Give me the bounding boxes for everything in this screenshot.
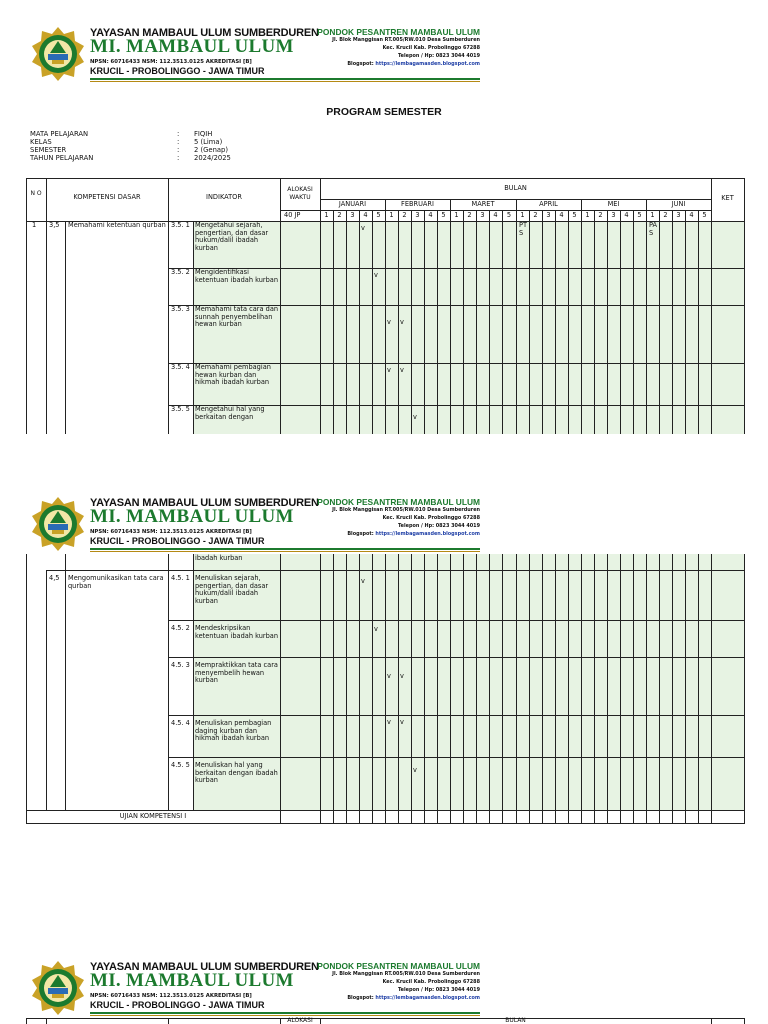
check-mark: v	[361, 577, 365, 585]
address-line-1: Jl. Blok Manggisan RT.005/RW.010 Desa Sumberduren	[332, 507, 480, 513]
kd-text: Memahami ketentuan qurban	[68, 221, 166, 229]
grid-line	[744, 554, 745, 824]
indicator-number: 4.5. 3	[171, 661, 190, 669]
grid-line	[672, 554, 673, 824]
school-name: MI. MAMBAUL ULUM	[90, 970, 294, 991]
week-number: 1	[520, 211, 525, 219]
grid-line	[711, 363, 744, 364]
week-number: 3	[350, 211, 355, 219]
grid-line	[581, 554, 582, 824]
address-line-1: Jl. Blok Manggisan RT.005/RW.010 Desa Sumberduren	[332, 971, 480, 977]
week-number: 3	[676, 211, 681, 219]
grid-line	[424, 210, 425, 434]
grid-line	[26, 810, 744, 811]
grid-line	[659, 554, 660, 824]
grid-line	[529, 210, 530, 434]
address-line-2: Kec. Krucil Kab. Probolinggo 67288	[382, 45, 480, 51]
kd-number: 4,5	[49, 574, 60, 582]
school-ids: NPSN: 60716433 NSM: 112.3513.0125 AKREDITASI [B]	[90, 993, 252, 999]
grid-line	[476, 554, 477, 824]
week-number: 1	[389, 211, 394, 219]
check-mark: v	[413, 413, 417, 421]
grid-line	[685, 554, 686, 824]
month-mei: MEI	[607, 200, 620, 208]
month-juni: JUNI	[671, 200, 686, 208]
week-number: 2	[533, 211, 538, 219]
foundation-name: YAYASAN MAMBAUL ULUM SUMBERDUREN	[90, 961, 319, 973]
grid-line	[372, 210, 373, 434]
check-mark: v	[361, 224, 365, 232]
grid-line	[711, 620, 744, 621]
grid-line	[46, 1018, 47, 1024]
month-april: APRIL	[539, 200, 558, 208]
phone: Telepon / Hp: 0823 3044 4019	[397, 987, 480, 993]
check-mark: v	[374, 625, 378, 633]
grid-line	[685, 210, 686, 434]
week-number: 5	[637, 211, 642, 219]
indicator-number: 3.5. 1	[171, 221, 190, 229]
week-number: 4	[624, 211, 629, 219]
blog-label: Blogspot:	[347, 995, 374, 1001]
school-location: KRUCIL - PROBOLINGGO - JAWA TIMUR	[90, 66, 265, 76]
foundation-name: YAYASAN MAMBAUL ULUM SUMBERDUREN	[90, 497, 319, 509]
blog-link[interactable]: https://lembagamasden.blogspot.com	[375, 995, 480, 1001]
grid-line	[476, 210, 477, 434]
check-mark: v	[387, 318, 391, 326]
grid-line	[46, 570, 47, 810]
grid-line	[620, 210, 621, 434]
grid-line	[320, 554, 321, 810]
grid-line	[646, 554, 647, 824]
grid-line	[168, 757, 711, 758]
pesantren-name: PONDOK PESANTREN MAMBAUL ULUM	[317, 27, 480, 37]
grid-line	[26, 1018, 27, 1024]
grid-line	[26, 178, 744, 179]
grid-line	[333, 554, 334, 824]
grid-line	[711, 757, 744, 758]
pesantren-name: PONDOK PESANTREN MAMBAUL ULUM	[317, 497, 480, 507]
week-number: 5	[506, 211, 512, 219]
indicator-text: Memahami tata cara dan sunnah penyembelihan hewan kurban	[195, 305, 279, 329]
grid-line	[542, 554, 543, 824]
grid-line	[529, 554, 530, 824]
grid-line	[555, 554, 556, 824]
grid-line	[26, 178, 27, 434]
document-title: PROGRAM SEMESTER	[326, 106, 442, 118]
blog-label: Blogspot:	[347, 61, 374, 67]
address-line-2: Kec. Krucil Kab. Probolinggo 67288	[382, 515, 480, 521]
week-number: 5	[572, 211, 577, 219]
week-number: 3	[546, 211, 551, 219]
grid-line	[280, 810, 281, 824]
grid-line	[168, 620, 711, 621]
grid-line	[359, 210, 360, 434]
grid-line	[607, 210, 608, 434]
shaded-cell	[711, 554, 744, 810]
kd-text: Mengomunikasikan tata cara qurban	[68, 574, 164, 590]
week-number: 1	[454, 211, 459, 219]
grid-line	[463, 210, 464, 434]
school-name: MI. MAMBAUL ULUM	[90, 506, 294, 527]
grid-line	[168, 554, 169, 810]
grid-line	[542, 210, 543, 434]
grid-line	[620, 554, 621, 824]
grid-line	[489, 554, 490, 824]
grid-line	[450, 210, 451, 434]
week-number: 3	[415, 211, 420, 219]
grid-line	[437, 210, 438, 434]
indicator-number: 3.5. 3	[171, 305, 190, 313]
row-number: 1	[32, 221, 37, 229]
grid-line	[372, 554, 373, 824]
indicator-text: Mengidentifikasi ketentuan ibadah kurban	[195, 268, 279, 284]
indicator-number: 4.5. 2	[171, 624, 190, 632]
indicator-text: Mengetahui sejarah, pengertian, dan dasar hukum/dalil ibadah kurban	[195, 221, 269, 252]
grid-line	[711, 1018, 712, 1024]
grid-line	[502, 554, 503, 824]
grid-line	[744, 178, 745, 434]
phone: Telepon / Hp: 0823 3044 4019	[397, 523, 480, 529]
school-ids: NPSN: 60716433 NSM: 112.3513.0125 AKREDITASI [B]	[90, 59, 252, 65]
grid-line	[594, 554, 595, 824]
grid-line	[489, 210, 490, 434]
indicator-text: Menuliskan hal yang berkaitan dengan ibadah kurban	[195, 761, 278, 785]
grid-line	[711, 268, 744, 269]
week-number: 2	[598, 211, 603, 219]
col-alokasi-header: ALOKASI	[287, 1017, 313, 1024]
month-januari: JANUARI	[338, 200, 367, 208]
month-maret: MARET	[471, 200, 495, 208]
grid-line	[698, 554, 699, 824]
indicator-text: Menuliskan sejarah, pengertian, dan dasar hukum/dalil ibadah kurban	[195, 574, 269, 605]
col-alokasi-header: ALOKASI WAKTU	[287, 186, 313, 201]
indicator-number: 4.5. 4	[171, 719, 190, 727]
week-number: 2	[337, 211, 342, 219]
grid-line	[568, 554, 569, 824]
grid-line	[333, 210, 334, 434]
indicator-text: Mempraktikkan tata cara menyembelih hewan kurban	[195, 661, 278, 685]
grid-line	[359, 554, 360, 824]
grid-line	[320, 810, 321, 824]
grid-line	[26, 823, 744, 824]
blog-link[interactable]: https://lembagamasden.blogspot.com	[375, 61, 480, 67]
check-mark: v	[387, 672, 391, 680]
check-mark: v	[400, 672, 404, 680]
blog-label: Blogspot:	[347, 531, 374, 537]
shaded-cell	[711, 221, 744, 434]
grid-line	[168, 178, 169, 434]
week-number: 4	[689, 211, 694, 219]
grid-line	[555, 210, 556, 434]
grid-line	[633, 554, 634, 824]
grid-line	[168, 657, 711, 658]
grid-line	[280, 178, 281, 434]
grid-line	[711, 405, 744, 406]
week-number: 4	[428, 211, 433, 219]
week-number: 3	[480, 211, 485, 219]
indicator-text: Menuliskan pembagian daging kurban dan hikmah ibadah kurban	[195, 719, 272, 743]
grid-line	[594, 210, 595, 434]
grid-line	[168, 715, 711, 716]
pts-mark: PT S	[519, 221, 528, 237]
grid-line	[463, 554, 464, 824]
indicator-text: Mengetahui hal yang berkaitan dengan	[195, 405, 265, 421]
check-mark: v	[400, 718, 404, 726]
check-mark: v	[387, 366, 391, 374]
grid-line	[346, 210, 347, 434]
check-mark: v	[400, 366, 404, 374]
grid-line	[280, 554, 281, 810]
check-mark: v	[413, 766, 417, 774]
week-number: 1	[650, 211, 655, 219]
grid-line	[568, 210, 569, 434]
grid-line	[385, 554, 386, 824]
grid-line	[516, 210, 517, 434]
grid-line	[168, 1018, 169, 1024]
grid-line	[633, 210, 634, 434]
grid-line	[450, 554, 451, 824]
week-number: 2	[663, 211, 668, 219]
col-no-header: N O	[30, 190, 42, 197]
indicator-number: 4.5. 1	[171, 574, 190, 582]
week-number: 2	[402, 211, 407, 219]
week-number: 1	[585, 211, 590, 219]
grid-line	[346, 554, 347, 824]
grid-line	[65, 554, 66, 810]
grid-line	[46, 570, 744, 571]
grid-line	[581, 210, 582, 434]
month-februari: FEBRUARI	[401, 200, 434, 208]
week-number: 1	[324, 211, 329, 219]
grid-line	[711, 657, 744, 658]
ujian-label: UJIAN KOMPETENSI I	[119, 812, 187, 820]
col-ket-header: KET	[721, 194, 734, 202]
check-mark: v	[374, 271, 378, 279]
grid-line	[646, 210, 647, 434]
grid-line	[698, 210, 699, 434]
address-line-2: Kec. Krucil Kab. Probolinggo 67288	[382, 979, 480, 985]
week-number: 2	[467, 211, 472, 219]
indicator-number: 4.5. 5	[171, 761, 190, 769]
school-location: KRUCIL - PROBOLINGGO - JAWA TIMUR	[90, 1000, 265, 1010]
week-number: 4	[493, 211, 498, 219]
grid-line	[711, 305, 744, 306]
grid-line	[502, 210, 503, 434]
week-number: 5	[702, 211, 707, 219]
address-line-1: Jl. Blok Manggisan RT.005/RW.010 Desa Sumberduren	[332, 37, 480, 43]
total-jp: 40 JP	[284, 211, 301, 219]
grid-line	[193, 554, 194, 810]
indicator-number: 3.5. 5	[171, 405, 190, 413]
indicator-number: 3.5. 4	[171, 363, 190, 371]
school-ids: NPSN: 60716433 NSM: 112.3513.0125 AKREDITASI [B]	[90, 529, 252, 535]
indicator-text: Memahami pembagian hewan kurban dan hikmah ibadah kurban	[195, 363, 271, 387]
grid-line	[711, 554, 712, 810]
week-number: 5	[376, 211, 381, 219]
indicator-number: 3.5. 2	[171, 268, 190, 276]
grid-line	[398, 210, 399, 434]
week-number: 3	[611, 211, 616, 219]
check-mark: v	[400, 318, 404, 326]
grid-line	[398, 554, 399, 824]
week-number: 4	[559, 211, 564, 219]
indicator-text-continued: ibadah kurban	[195, 554, 243, 562]
col-bulan-header: BULAN	[505, 1017, 526, 1024]
grid-line	[711, 810, 712, 824]
blog-link[interactable]: https://lembagamasden.blogspot.com	[375, 531, 480, 537]
col-kd-header: KOMPETENSI DASAR	[73, 193, 141, 201]
grid-line	[672, 210, 673, 434]
grid-line	[437, 554, 438, 824]
grid-line	[516, 554, 517, 824]
grid-line	[659, 210, 660, 434]
grid-line	[424, 554, 425, 824]
col-indikator-header: INDIKATOR	[206, 193, 242, 201]
check-mark: v	[387, 718, 391, 726]
phone: Telepon / Hp: 0823 3044 4019	[397, 53, 480, 59]
grid-line	[607, 554, 608, 824]
grid-line	[193, 221, 194, 434]
grid-line	[385, 210, 386, 434]
grid-line	[411, 554, 412, 824]
pas-mark: PA S	[649, 221, 658, 237]
school-name: MI. MAMBAUL ULUM	[90, 36, 294, 57]
kd-number: 3,5	[49, 221, 60, 229]
week-number: 5	[441, 211, 446, 219]
grid-line	[411, 210, 412, 434]
grid-line	[26, 554, 27, 824]
grid-line	[744, 1018, 745, 1024]
pesantren-name: PONDOK PESANTREN MAMBAUL ULUM	[317, 961, 480, 971]
grid-line	[65, 221, 66, 434]
week-number: 4	[363, 211, 368, 219]
grid-line	[711, 178, 712, 434]
school-location: KRUCIL - PROBOLINGGO - JAWA TIMUR	[90, 536, 265, 546]
grid-line	[711, 715, 744, 716]
col-bulan-header: BULAN	[504, 184, 527, 192]
foundation-name: YAYASAN MAMBAUL ULUM SUMBERDUREN	[90, 27, 319, 39]
indicator-text: Mendeskripsikan ketentuan ibadah kurban	[195, 624, 279, 640]
